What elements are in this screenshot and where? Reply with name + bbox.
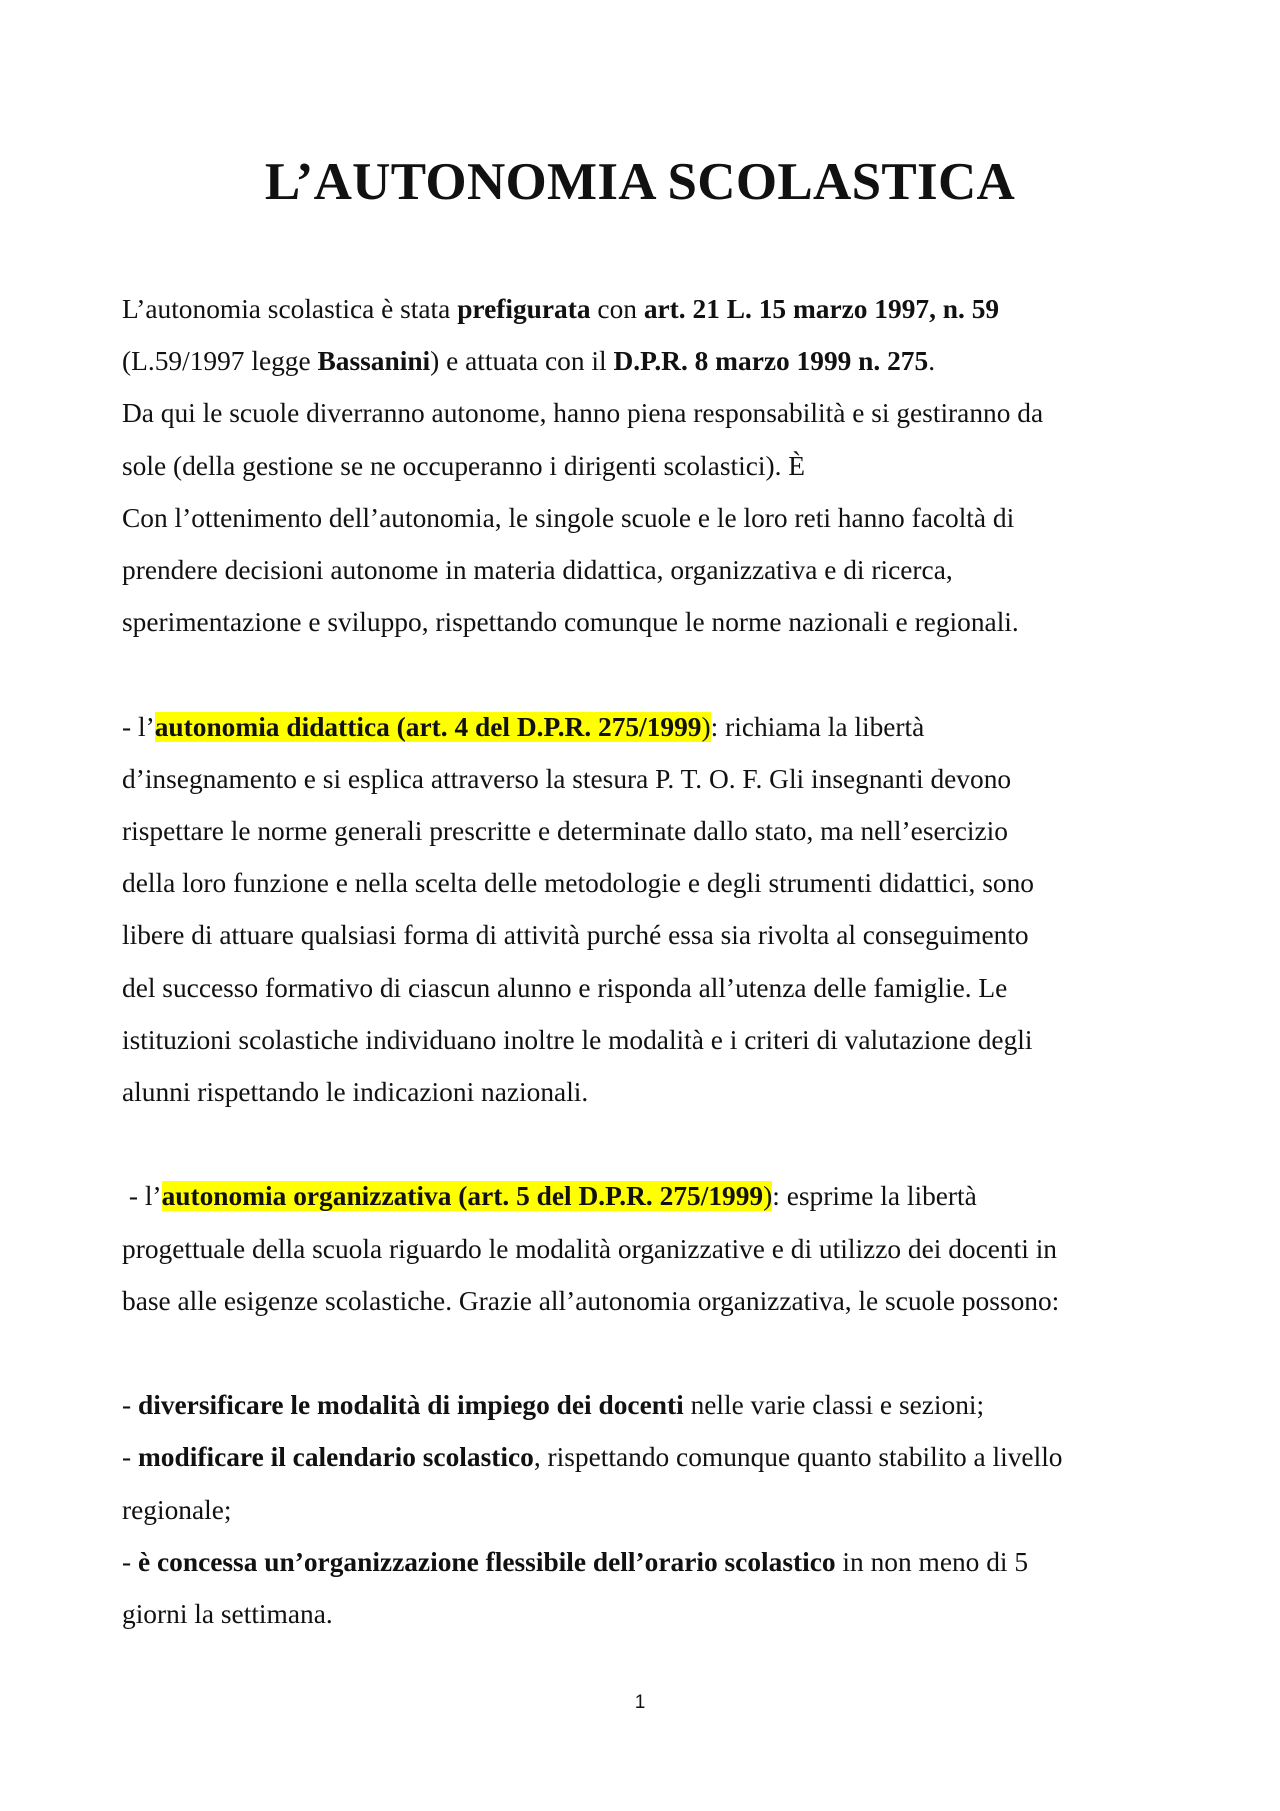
intro-line-6: prendere decisioni autonome in materia didattica, organizzativa e di ricerca, <box>122 555 953 586</box>
list-item-continuation: giorni la settimana. <box>122 1599 333 1630</box>
didattica-line-4: della loro funzione e nella scelta delle metodologie e degli strumenti didattici, sono <box>122 868 1034 899</box>
list-item-text: in non meno di 5 <box>835 1546 1029 1577</box>
organizzativa-line-2: progettuale della scuola riguardo le modalità organizzative e di utilizzo dei docenti in <box>122 1233 1057 1264</box>
list-dash: - <box>122 1390 138 1421</box>
document-body <box>122 283 1182 1640</box>
text-run: : richiama la libertà <box>710 711 925 742</box>
page-title: L’AUTONOMIA SCOLASTICA <box>264 153 1016 211</box>
highlight-autonomia-organizzativa: autonomia organizzativa (art. 5 del D.P.R. 275/1999 <box>161 1181 764 1212</box>
organizzativa-line-3: base alle esigenze scolastiche. Grazie all’autonomia organizzativa, le scuole possono: <box>122 1285 1060 1316</box>
didattica-line-2: d’insegnamento e si esplica attraverso la stesura P. T. O. F. Gli insegnanti devono <box>122 763 1012 794</box>
bold-law-reference: art. 21 L. 15 marzo 1997, n. 59 <box>643 294 1000 324</box>
intro-line-7: sperimentazione e sviluppo, rispettando comunque le norme nazionali e regionali. <box>122 607 1019 638</box>
didattica-line-3: rispettare le norme generali prescritte e determinate dallo stato, ma nell’esercizio <box>122 816 1008 847</box>
list-item-bold: è concessa un’organizzazione flessibile dell’orario scolastico <box>137 1546 836 1577</box>
text-run: : esprime la libertà <box>772 1181 977 1212</box>
text-run: . <box>928 346 936 377</box>
paragraph-spacer <box>122 648 1182 700</box>
didattica-line-8: alunni rispettando le indicazioni nazionali. <box>122 1077 589 1108</box>
list-item-continuation: regionale; <box>122 1494 232 1525</box>
intro-line-1 <box>122 283 1182 335</box>
didattica-line-6: del successo formativo di ciascun alunno e risponda all’utenza delle famiglie. Le <box>122 972 1008 1003</box>
text-run: (L.59/1997 legge <box>122 346 318 377</box>
paragraph-spacer <box>122 1327 1182 1379</box>
list-dash: - <box>122 1546 138 1577</box>
text-run: - l’ <box>122 1181 162 1212</box>
text-run: L’autonomia scolastica è stata <box>122 294 458 324</box>
list-item <box>122 1536 1182 1588</box>
list-item-bold: modificare il calendario scolastico <box>137 1442 534 1473</box>
list-item <box>122 1431 1182 1483</box>
list-item-text: nelle varie classi e sezioni; <box>683 1390 985 1421</box>
didattica-line-7: istituzioni scolastiche individuano inoltre le modalità e i criteri di valutazione degli <box>122 1024 1033 1055</box>
highlight-autonomia-didattica: autonomia didattica (art. 4 del D.P.R. 275/1999 <box>154 711 702 742</box>
list-item-bold: diversificare le modalità di impiego dei docenti <box>137 1390 684 1421</box>
intro-line-3: Da qui le scuole diverranno autonome, hanno piena responsabilità e si gestiranno da <box>122 398 1044 429</box>
intro-line-4: sole (della gestione se ne occuperanno i dirigenti scolastici). È <box>122 450 806 481</box>
didattica-heading-line <box>122 701 1182 753</box>
list-item-text: , rispettando comunque quanto stabilito a livello <box>533 1442 1063 1473</box>
highlight-close-paren: ) <box>763 1181 773 1212</box>
text-run: - l’ <box>122 711 155 742</box>
list-dash: - <box>122 1442 138 1473</box>
bold-term-prefigurata: prefigurata <box>457 294 591 324</box>
list-item <box>122 1379 1182 1431</box>
bold-dpr-reference: D.P.R. 8 marzo 1999 n. 275 <box>613 346 929 377</box>
paragraph-spacer <box>122 1118 1182 1170</box>
organizzativa-heading-line <box>122 1170 1182 1222</box>
intro-line-2 <box>122 335 1182 387</box>
text-run: con <box>590 294 644 324</box>
text-run: ) e attuata con il <box>430 346 614 377</box>
bold-term-bassanini: Bassanini <box>317 346 431 377</box>
didattica-line-5: libere di attuare qualsiasi forma di attività purché essa sia rivolta al conseguimento <box>122 920 1029 951</box>
intro-line-5: Con l’ottenimento dell’autonomia, le singole scuole e le loro reti hanno facoltà di <box>122 502 1015 533</box>
highlight-close-paren: ) <box>701 711 711 742</box>
page-number: 1 <box>634 1692 646 1713</box>
